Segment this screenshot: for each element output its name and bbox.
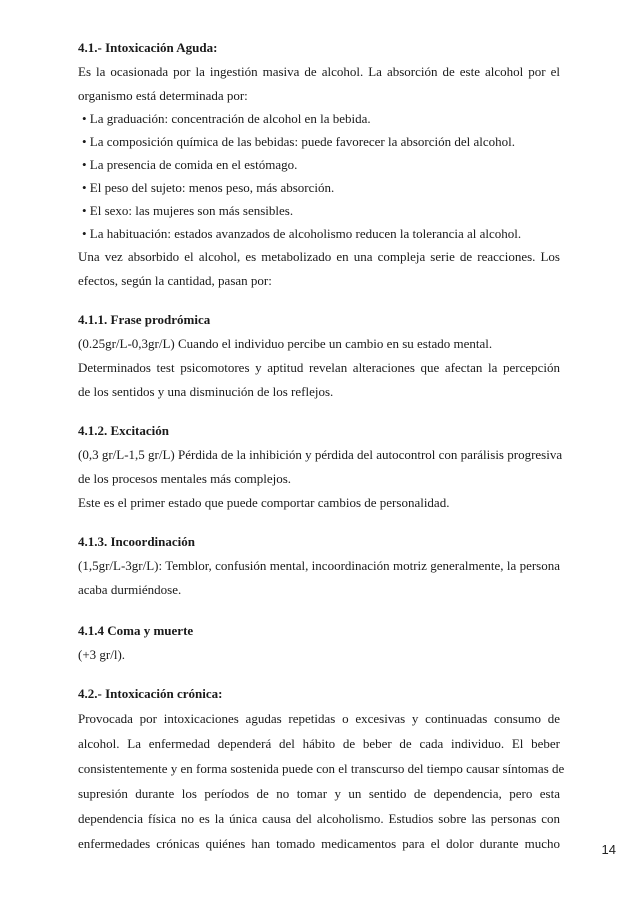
paragraph-line: alcohol. La enfermedad dependerá del hábito de beber de cada individuo. El beber [78,736,560,751]
bullet-item: • La composición química de las bebidas: puede favorecer la absorción del alcohol. [82,134,516,149]
paragraph-line: de los sentidos y una disminución de los reflejos. [78,384,334,399]
paragraph-line: acaba durmiéndose. [78,582,182,597]
subsection-heading-prodromic: 4.1.1. Frase prodrómica [78,312,211,327]
paragraph-line: de los procesos mentales más complejos. [78,471,292,486]
paragraph-line: organismo está determinada por: [78,88,248,103]
bullet-item: • El peso del sujeto: menos peso, más absorción. [82,180,335,195]
subsection-heading-excitation: 4.1.2. Excitación [78,423,169,438]
subsection-heading-incoordination: 4.1.3. Incoordinación [78,534,196,549]
bullet-item: • La graduación: concentración de alcohol en la bebida. [82,111,371,126]
paragraph-line: efectos, según la cantidad, pasan por: [78,273,272,288]
bullet-item: • El sexo: las mujeres son más sensibles. [82,203,294,218]
paragraph-line: dependencia física no es la única causa del alcoholismo. Estudios sobre las personas con [78,811,560,826]
paragraph-line: Es la ocasionada por la ingestión masiva de alcohol. La absorción de este alcohol por el [78,64,560,79]
paragraph-line: supresión durante los períodos de no tomar y un sentido de dependencia, pero esta [78,786,560,801]
paragraph-line: (1,5gr/L-3gr/L): Temblor, confusión mental, incoordinación motriz generalmente, la persona [78,558,560,573]
paragraph-line: (0,3 gr/L-1,5 gr/L) Pérdida de la inhibición y pérdida del autocontrol con parálisis progresiva [78,447,563,462]
paragraph-line: Una vez absorbido el alcohol, es metabolizado en una compleja serie de reacciones. Los [78,249,560,264]
paragraph-line: (0.25gr/L-0,3gr/L) Cuando el individuo percibe un cambio en su estado mental. [78,336,493,351]
paragraph-line: Este es el primer estado que puede comportar cambios de personalidad. [78,495,450,510]
paragraph-line: consistentemente y en forma sostenida puede con el transcurso del tiempo causar síntomas de [78,761,565,776]
page-number: 14 [601,842,616,857]
bullet-item: • La presencia de comida en el estómago. [82,157,298,172]
section-heading-acute: 4.1.- Intoxicación Aguda: [78,40,218,55]
bullet-item: • La habituación: estados avanzados de alcoholismo reducen la tolerancia al alcohol. [82,226,522,241]
paragraph-line: Determinados test psicomotores y aptitud revelan alteraciones que afectan la percepción [78,360,560,375]
paragraph-line: Provocada por intoxicaciones agudas repetidas o excesivas y continuadas consumo de [78,711,560,726]
section-heading-chronic: 4.2.- Intoxicación crónica: [78,686,223,701]
paragraph-line: (+3 gr/l). [78,647,126,662]
paragraph-line: enfermedades crónicas quiénes han tomado medicamentos para el dolor durante mucho [78,836,560,851]
subsection-heading-coma: 4.1.4 Coma y muerte [78,623,194,638]
